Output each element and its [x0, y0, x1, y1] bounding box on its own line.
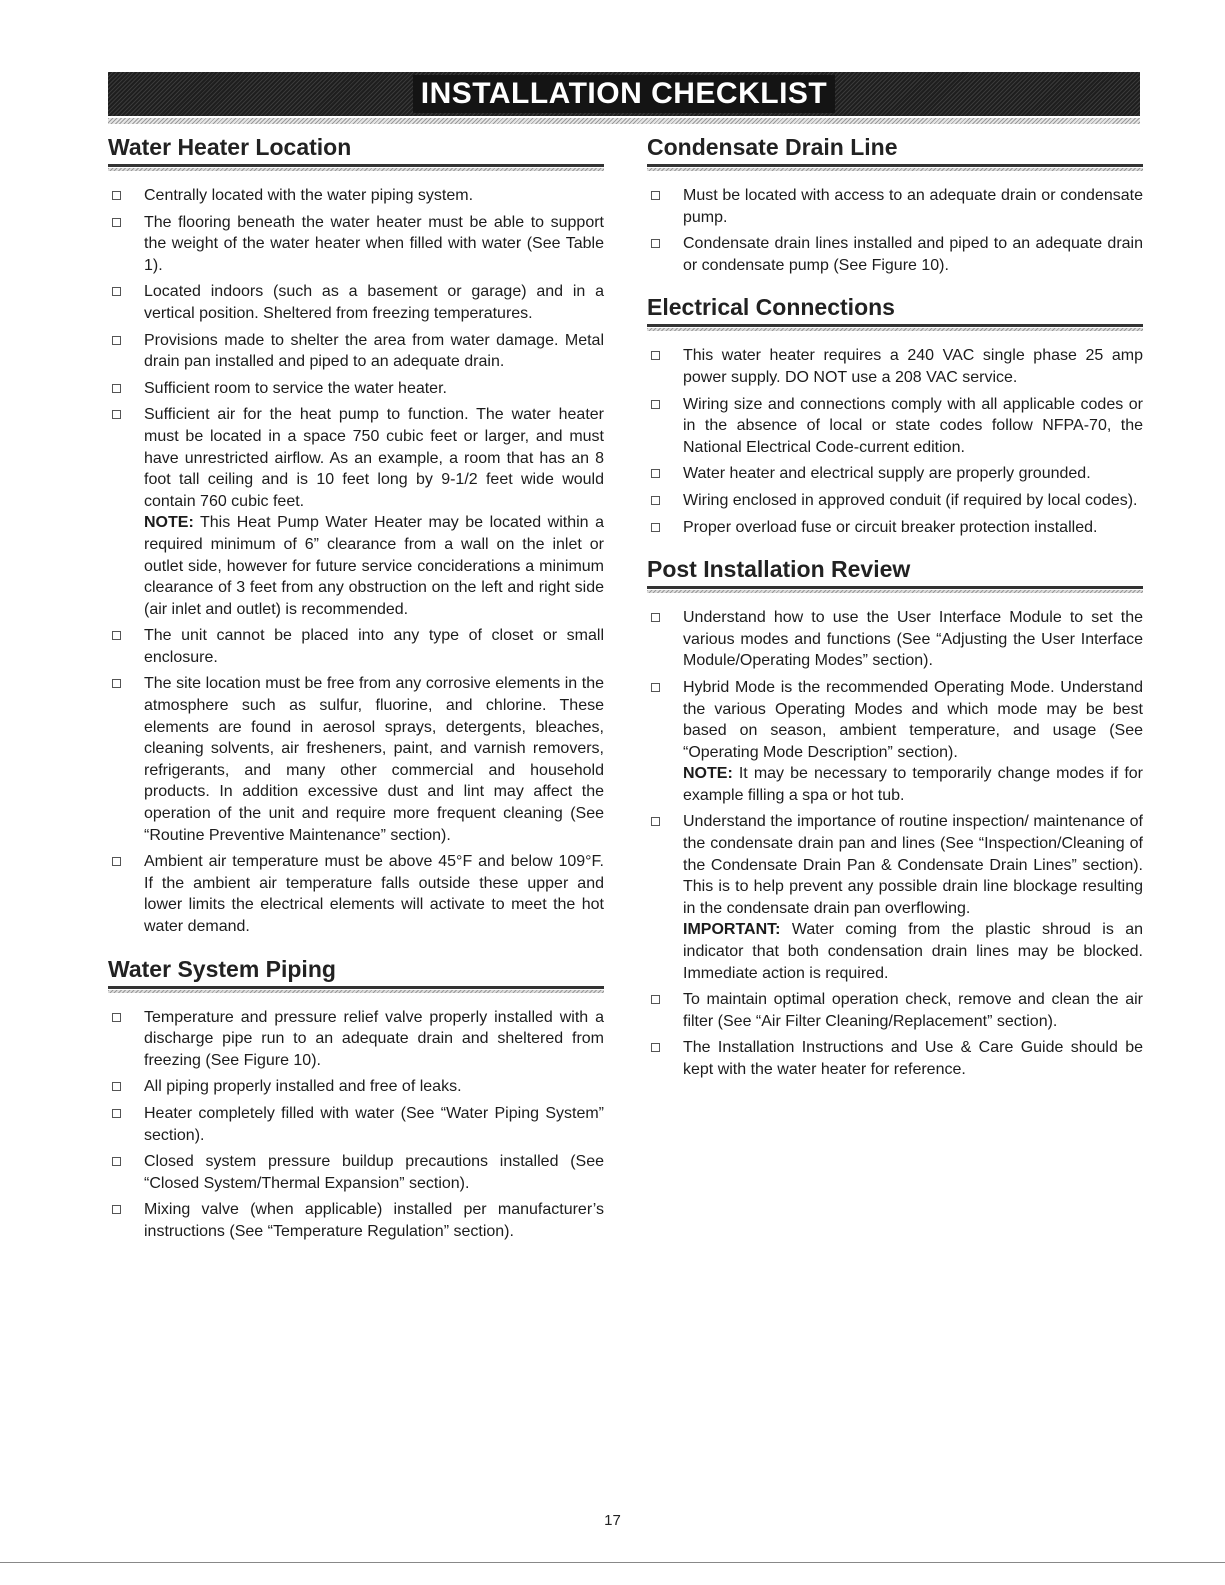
list-item: Heater completely filled with water (See “Water Piping System” section).	[108, 1103, 604, 1146]
list-item: Water heater and electrical supply are properly grounded.	[647, 463, 1143, 485]
checkbox-icon[interactable]	[651, 1043, 660, 1052]
section-title-condensate-drain-line: Condensate Drain Line	[647, 130, 1143, 167]
list-item: Understand the importance of routine inspection/ maintenance of the condensate drain pan and lines (See “Inspection/Cleaning of the Condensate Drain Pan & Condensate Drain Lines” section). This is to help prevent any possible drain line blockage resulting in the condensate drain pan overflowing. IMPORTANT: Water coming from the plastic shroud is an indicator that both condensation drain lines may be blocked. Immediate action is required.	[647, 811, 1143, 984]
checkbox-icon[interactable]	[112, 287, 121, 296]
list-item: Wiring size and connections comply with all applicable codes or in the absence of local or state codes follow NFPA-70, the National Electrical Code-current edition.	[647, 394, 1143, 459]
list-item: Ambient air temperature must be above 45°F and below 109°F. If the ambient air temperature falls outside these upper and lower limits the electrical elements will activate to meet the hot water demand.	[108, 851, 604, 937]
checkbox-icon[interactable]	[651, 400, 660, 409]
water-system-piping-list	[108, 1007, 604, 1243]
checkbox-icon[interactable]	[651, 351, 660, 360]
checkbox-icon[interactable]	[112, 857, 121, 866]
checkbox-icon[interactable]	[651, 523, 660, 532]
checkbox-icon[interactable]	[112, 218, 121, 227]
checkbox-icon[interactable]	[651, 683, 660, 692]
note-label: NOTE:	[144, 514, 194, 532]
list-item: Sufficient air for the heat pump to function. The water heater must be located in a space 750 cubic feet or larger, and must have unrestricted airflow. As an example, a room that has an 8 foot tall ceiling and is 10 feet long by 9-1/2 feet wide would contain 760 cubic feet. NOTE: This Heat Pump Water Heater may be located within a required minimum of 6” clearance from a wall on the inlet or outlet side, however for future service conciderations a minimum clearance of 3 feet from any obstruction on the left and right side (air inlet and outlet) is recommended.	[108, 404, 604, 620]
note-label: NOTE:	[683, 765, 733, 783]
checkbox-icon[interactable]	[112, 631, 121, 640]
section-title-water-heater-location: Water Heater Location	[108, 130, 604, 167]
checkbox-icon[interactable]	[112, 679, 121, 688]
list-item: Temperature and pressure relief valve properly installed with a discharge pipe run to an adequate drain and sheltered from freezing (See Figure 10).	[108, 1007, 604, 1072]
checklist-banner	[108, 72, 1140, 116]
section-title-water-system-piping: Water System Piping	[108, 952, 604, 989]
checkbox-icon[interactable]	[112, 191, 121, 200]
checkbox-icon[interactable]	[651, 239, 660, 248]
condensate-drain-list	[647, 185, 1143, 276]
note-text: This Heat Pump Water Heater may be located within a required minimum of 6” clearance from a wall on the inlet or outlet side, however for future service conciderations a minimum clearance of 3 feet from any obstruction on the left and right side (air inlet and outlet) is recommended.	[144, 514, 604, 618]
important-text: Water coming from the plastic shroud is an indicator that both condensation drain lines may be blocked. Immediate action is required.	[683, 921, 1143, 982]
list-item: Mixing valve (when applicable) installed per manufacturer’s instructions (See “Temperature Regulation” section).	[108, 1199, 604, 1242]
water-heater-location-list	[108, 185, 604, 938]
list-item: Sufficient room to service the water heater.	[108, 378, 604, 400]
checkbox-icon[interactable]	[112, 1157, 121, 1166]
list-item: Condensate drain lines installed and piped to an adequate drain or condensate pump (See Figure 10).	[647, 233, 1143, 276]
list-item: The unit cannot be placed into any type of closet or small enclosure.	[108, 625, 604, 668]
list-item: The Installation Instructions and Use & Care Guide should be kept with the water heater for reference.	[647, 1037, 1143, 1080]
checkbox-icon[interactable]	[112, 410, 121, 419]
list-item: Wiring enclosed in approved conduit (if required by local codes).	[647, 490, 1143, 512]
list-item: The flooring beneath the water heater must be able to support the weight of the water heater when filled with water (See Table 1).	[108, 212, 604, 277]
list-item: Provisions made to shelter the area from water damage. Metal drain pan installed and piped to an adequate drain.	[108, 330, 604, 373]
section-title-electrical-connections: Electrical Connections	[647, 290, 1143, 327]
checkbox-icon[interactable]	[651, 496, 660, 505]
checkbox-icon[interactable]	[651, 613, 660, 622]
list-item: Closed system pressure buildup precautions installed (See “Closed System/Thermal Expansion” section).	[108, 1151, 604, 1194]
page-bottom-rule	[0, 1562, 1225, 1563]
list-item: Must be located with access to an adequate drain or condensate pump.	[647, 185, 1143, 228]
checkbox-icon[interactable]	[112, 1205, 121, 1214]
checkbox-icon[interactable]	[651, 817, 660, 826]
list-item: This water heater requires a 240 VAC single phase 25 amp power supply. DO NOT use a 208 VAC service.	[647, 345, 1143, 388]
list-item: Understand how to use the User Interface Module to set the various modes and functions (See “Adjusting the User Interface Module/Operating Modes” section).	[647, 607, 1143, 672]
checkbox-icon[interactable]	[112, 336, 121, 345]
list-item: The site location must be free from any corrosive elements in the atmosphere such as sulfur, fluorine, and chlorine. These elements are found in aerosol sprays, detergents, bleaches, cleaning solvents, air fresheners, paint, and varnish removers, refrigerants, and many other commercial and household products. In addition excessive dust and lint may affect the operation of the unit and require more frequent cleaning (See “Routine Preventive Maintenance” section).	[108, 673, 604, 846]
list-item: Hybrid Mode is the recommended Operating Mode. Understand the various Operating Modes and which mode may be best based on season, ambient temperature, and usage (See “Operating Mode Description” section). NOTE: It may be necessary to temporarily change modes if for example filling a spa or hot tub.	[647, 677, 1143, 807]
checkbox-icon[interactable]	[112, 384, 121, 393]
list-item: Centrally located with the water piping system.	[108, 185, 604, 207]
note-text: It may be necessary to temporarily change modes if for example filling a spa or hot tub.	[683, 765, 1143, 804]
list-item: Located indoors (such as a basement or garage) and in a vertical position. Sheltered from freezing temperatures.	[108, 281, 604, 324]
checkbox-icon[interactable]	[112, 1082, 121, 1091]
checkbox-icon[interactable]	[112, 1109, 121, 1118]
page-number: 17	[604, 1512, 621, 1529]
checkbox-icon[interactable]	[112, 1013, 121, 1022]
electrical-connections-list	[647, 345, 1143, 538]
list-item: To maintain optimal operation check, remove and clean the air filter (See “Air Filter Cleaning/Replacement” section).	[647, 989, 1143, 1032]
checkbox-icon[interactable]	[651, 995, 660, 1004]
checkbox-icon[interactable]	[651, 469, 660, 478]
important-label: IMPORTANT:	[683, 921, 781, 939]
list-item: Proper overload fuse or circuit breaker protection installed.	[647, 517, 1143, 539]
right-column	[647, 130, 1143, 1086]
section-title-post-installation-review: Post Installation Review	[647, 552, 1143, 589]
page-title: INSTALLATION CHECKLIST	[413, 75, 836, 113]
list-item: All piping properly installed and free of leaks.	[108, 1076, 604, 1098]
banner-underline	[108, 118, 1140, 124]
left-column	[108, 130, 604, 1248]
checkbox-icon[interactable]	[651, 191, 660, 200]
post-installation-review-list	[647, 607, 1143, 1080]
